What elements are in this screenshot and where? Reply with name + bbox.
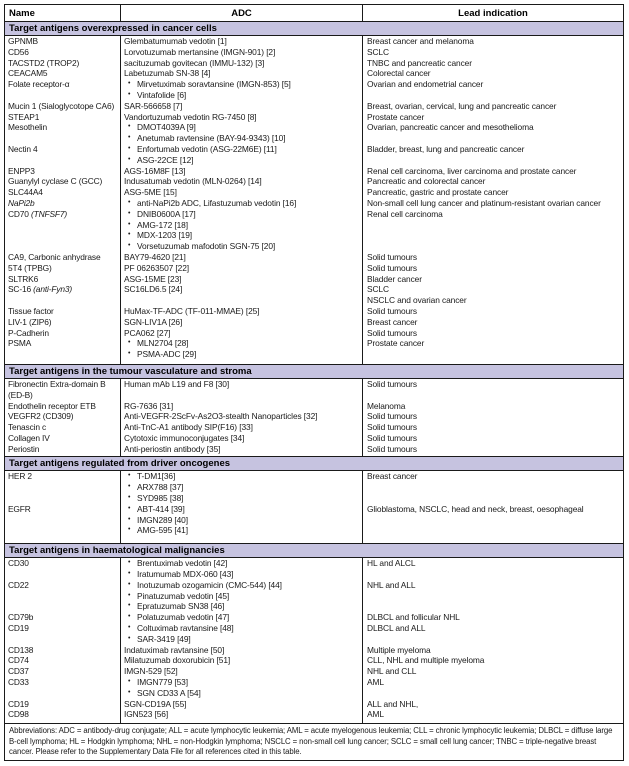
- name-cell: CD22: [8, 579, 29, 590]
- bullet-icon: •: [128, 494, 131, 502]
- name-cell: [5, 90, 120, 101]
- name-column: [5, 36, 120, 364]
- indication-cell: Breast, ovarian, cervical, lung and pancreatic cancer: [367, 100, 557, 111]
- indication-cell: [363, 220, 623, 231]
- adc-cell: • MLN2704 [28]: [128, 338, 189, 349]
- indication-column: [363, 36, 623, 364]
- adc-cell: • DMOT4039A [9]: [128, 122, 196, 133]
- name-cell: P-Cadherin: [8, 327, 49, 338]
- indication-cell: NSCLC and ovarian cancer: [367, 295, 467, 306]
- indication-cell: Prostate cancer: [367, 338, 425, 349]
- bullet-icon: •: [128, 80, 131, 88]
- adc-cell: • DNIB0600A [17]: [128, 208, 196, 219]
- bullet-icon: •: [128, 591, 131, 599]
- indication-cell: DLBCL and follicular NHL: [367, 612, 460, 623]
- indication-cell: Solid tumours: [367, 327, 417, 338]
- adc-cell: RG-7636 [31]: [124, 400, 174, 411]
- name-cell: Guanylyl cyclase C (GCC): [8, 176, 103, 187]
- adc-cell: [121, 390, 362, 401]
- indication-cell: AML: [367, 677, 384, 688]
- name-cell: [5, 133, 120, 144]
- name-cell: Periostin: [8, 443, 40, 454]
- adc-cell: • IMGN289 [40]: [128, 514, 188, 525]
- adc-cell: • PSMA-ADC [29]: [128, 349, 197, 360]
- adc-cell: • ASG-22CE [12]: [128, 154, 194, 165]
- bullet-icon: •: [128, 613, 131, 621]
- name-cell: [5, 241, 120, 252]
- indication-column: [363, 379, 623, 457]
- adc-cell: • ARX788 [37]: [128, 482, 184, 493]
- name-cell: CD98: [8, 709, 29, 720]
- name-cell: PSMA: [8, 338, 32, 349]
- bullet-icon: •: [128, 144, 131, 152]
- adc-cell: Lorvotuzumab mertansine (IMGN-901) [2]: [124, 46, 276, 57]
- name-cell: STEAP1: [8, 111, 40, 122]
- name-cell: CD56: [8, 46, 29, 57]
- adc-cell: Indusatumab vedotin (MLN-0264) [14]: [124, 176, 262, 187]
- adc-cell: Anti-periostin antibody [35]: [124, 443, 221, 454]
- name-cell: [5, 601, 120, 612]
- bullet-icon: •: [128, 570, 131, 578]
- name-cell: [5, 569, 120, 580]
- name-cell: CD74: [8, 655, 29, 666]
- indication-cell: [363, 525, 623, 536]
- adc-cell: PCA062 [27]: [124, 327, 171, 338]
- name-cell: CD19: [8, 623, 29, 634]
- indication-cell: [363, 569, 623, 580]
- name-cell: GPNMB: [8, 36, 38, 46]
- adc-cell: • Vorsetuzumab mafodotin SGN-75 [20]: [128, 241, 276, 252]
- table-header-row: [5, 5, 623, 21]
- name-cell: CEACAM5: [8, 68, 48, 79]
- indication-cell: Solid tumours: [367, 443, 417, 454]
- indication-cell: Solid tumours: [367, 251, 417, 262]
- adc-cell: SC16LD6.5 [24]: [124, 284, 183, 295]
- indication-cell: Multiple myeloma: [367, 644, 431, 655]
- adc-cell: IGN523 [56]: [124, 709, 169, 720]
- indication-cell: Breast cancer and melanoma: [367, 36, 474, 46]
- indication-cell: Prostate cancer: [367, 111, 425, 122]
- indication-cell: Breast cancer: [367, 316, 418, 327]
- section-header: Target antigens overexpressed in cancer cells: [5, 21, 623, 36]
- indication-cell: NHL and CLL: [367, 666, 417, 677]
- bullet-icon: •: [128, 559, 131, 567]
- bullet-icon: •: [128, 504, 131, 512]
- name-cell: [5, 482, 120, 493]
- adc-column: [120, 379, 363, 457]
- adc-cell: • Brentuximab vedotin [42]: [128, 558, 228, 569]
- adc-cell: • AMG-172 [18]: [128, 219, 188, 230]
- indication-cell: [363, 155, 623, 166]
- indication-cell: [363, 230, 623, 241]
- adc-cell: • Pinatuzumab vedotin [45]: [128, 590, 230, 601]
- indication-cell: [363, 591, 623, 602]
- adc-cell: • T-DM1[36]: [128, 471, 176, 482]
- adc-cell: ASG-15ME [23]: [124, 273, 182, 284]
- name-cell: Fibronectin Extra-domain B: [8, 378, 106, 389]
- bullet-icon: •: [128, 580, 131, 588]
- adc-column: [120, 558, 363, 723]
- name-cell: [5, 525, 120, 536]
- section-body: [5, 36, 623, 364]
- adc-cell: IMGN-529 [52]: [124, 666, 178, 677]
- name-cell: VEGFR2 (CD309): [8, 411, 74, 422]
- name-cell: HER 2: [8, 471, 32, 482]
- name-cell: Tissue factor: [8, 305, 54, 316]
- name-cell: [5, 688, 120, 699]
- name-cell: Mesothelin: [8, 122, 48, 133]
- adc-cell: • Coltuximab ravtansine [48]: [128, 623, 234, 634]
- indication-column: [363, 558, 623, 723]
- adc-cell: Milatuzumab doxorubicin [51]: [124, 655, 231, 666]
- column-header-name: Name: [9, 7, 35, 19]
- indication-cell: [363, 482, 623, 493]
- indication-cell: [363, 601, 623, 612]
- name-cell: SLTRK6: [8, 273, 39, 284]
- indication-cell: Ovarian, pancreatic cancer and mesothelioma: [367, 122, 534, 133]
- indication-cell: NHL and ALL: [367, 579, 416, 590]
- bullet-icon: •: [128, 602, 131, 610]
- name-cell: CD79b: [8, 612, 34, 623]
- indication-cell: Glioblastoma, NSCLC, head and neck, breast, oesophageal: [367, 503, 584, 514]
- name-cell: [5, 295, 120, 306]
- name-cell: [5, 634, 120, 645]
- adc-cell: • Inotuzumab ozogamicin (CMC-544) [44]: [128, 579, 282, 590]
- adc-cell: PF 06263507 [22]: [124, 262, 189, 273]
- indication-cell: Breast cancer: [367, 471, 418, 482]
- name-cell: [5, 591, 120, 602]
- section-header: Target antigens in haematological malignancies: [5, 543, 623, 558]
- name-cell: CD19: [8, 698, 29, 709]
- indication-cell: [363, 688, 623, 699]
- adc-cell: Human mAb L19 and F8 [30]: [124, 378, 230, 389]
- indication-cell: Renal cell carcinoma, liver carcinoma and prostate cancer: [367, 165, 577, 176]
- indication-cell: Renal cell carcinoma: [367, 208, 443, 219]
- bullet-icon: •: [128, 688, 131, 696]
- indication-cell: Colorectal cancer: [367, 68, 431, 79]
- bullet-icon: •: [128, 134, 131, 142]
- bullet-icon: •: [128, 472, 131, 480]
- bullet-icon: •: [128, 483, 131, 491]
- name-cell: Folate receptor-α: [8, 79, 70, 90]
- name-cell: CA9, Carbonic anhydrase: [8, 251, 101, 262]
- bullet-icon: •: [128, 678, 131, 686]
- name-cell: [5, 349, 120, 360]
- adc-cell: • SAR-3419 [49]: [128, 633, 191, 644]
- name-cell: CD138: [8, 644, 34, 655]
- name-cell: Tenascin c: [8, 422, 47, 433]
- indication-cell: Solid tumours: [367, 378, 417, 389]
- indication-cell: TNBC and pancreatic cancer: [367, 57, 472, 68]
- name-cell: [5, 493, 120, 504]
- adc-cell: ASG-5ME [15]: [124, 187, 177, 198]
- name-cell: [5, 155, 120, 166]
- indication-cell: Bladder, breast, lung and pancreatic cancer: [367, 143, 525, 154]
- adc-cell: • Mirvetuximab soravtansine (IMGN-853) [5]: [128, 79, 291, 90]
- name-cell: Collagen IV: [8, 432, 50, 443]
- section-body: [5, 471, 623, 543]
- indication-cell: Solid tumours: [367, 432, 417, 443]
- adc-cell: • Enfortumab vedotin (ASG-22M6E) [11]: [128, 143, 277, 154]
- name-cell: CD37: [8, 666, 29, 677]
- name-cell: NaPi2b: [8, 197, 35, 208]
- indication-cell: Bladder cancer: [367, 273, 422, 284]
- bullet-icon: •: [128, 624, 131, 632]
- name-column: [5, 558, 120, 723]
- name-cell: LIV-1 (ZIP6): [8, 316, 52, 327]
- indication-cell: Solid tumours: [367, 422, 417, 433]
- adc-cell: Glembatumumab vedotin [1]: [124, 36, 227, 46]
- indication-cell: SCLC: [367, 284, 389, 295]
- adc-target-antigen-table: [4, 4, 624, 761]
- indication-cell: [363, 390, 623, 401]
- name-cell: [5, 230, 120, 241]
- indication-cell: [363, 515, 623, 526]
- indication-cell: Pancreatic and colorectal cancer: [367, 176, 486, 187]
- indication-cell: CLL, NHL and multiple myeloma: [367, 655, 485, 666]
- bullet-icon: •: [128, 198, 131, 206]
- table-body: [5, 21, 623, 723]
- indication-cell: AML: [367, 709, 384, 720]
- adc-cell: Labetuzumab SN-38 [4]: [124, 68, 211, 79]
- name-cell: ENPP3: [8, 165, 35, 176]
- bullet-icon: •: [128, 231, 131, 239]
- bullet-icon: •: [128, 123, 131, 131]
- indication-cell: ALL and NHL,: [367, 698, 419, 709]
- name-cell: [5, 220, 120, 231]
- adc-cell: [121, 295, 362, 306]
- bullet-icon: •: [128, 339, 131, 347]
- adc-cell: sacituzumab govitecan (IMMU-132) [3]: [124, 57, 265, 68]
- adc-cell: AGS-16M8F [13]: [124, 165, 186, 176]
- indication-cell: Pancreatic, gastric and prostate cancer: [367, 187, 509, 198]
- adc-cell: • Iratumumab MDX-060 [43]: [128, 569, 234, 580]
- indication-cell: [363, 90, 623, 101]
- name-cell: (ED-B): [8, 389, 33, 400]
- name-cell: 5T4 (TPBG): [8, 262, 52, 273]
- bullet-icon: •: [128, 220, 131, 228]
- name-cell: CD33: [8, 677, 29, 688]
- name-cell: Endothelin receptor ETB: [8, 400, 96, 411]
- abbreviations-footnote: Abbreviations: ADC = antibody-drug conjugate; ALL = acute lymphocytic leukemia; AML = acute myelogenous leukemia; CLL = chronic lymphocytic leukemia; DLBCL = diffuse large B-cell lymphoma; HL = Hodgkin lymphoma; NHL = non-Hodgkin lymphoma; NSCLC = non-small cell lung cancer; SCLC = small cell lung cancer; TNBC = triple-negative breast cancer. Please refer to the Supplementary Data File for all references cited in this table.: [5, 723, 623, 760]
- bullet-icon: •: [128, 350, 131, 358]
- name-cell: TACSTD2 (TROP2): [8, 57, 80, 68]
- indication-cell: Solid tumours: [367, 262, 417, 273]
- indication-cell: HL and ALCL: [367, 558, 416, 569]
- column-header-lead-indication: Lead indication: [458, 7, 528, 19]
- adc-cell: • ABT-414 [39]: [128, 503, 185, 514]
- adc-cell: • MDX-1203 [19]: [128, 230, 193, 241]
- indication-cell: [363, 241, 623, 252]
- indication-cell: Solid tumours: [367, 305, 417, 316]
- adc-cell: • Epratuzumab SN38 [46]: [128, 601, 225, 612]
- bullet-icon: •: [128, 209, 131, 217]
- name-column: [5, 379, 120, 457]
- indication-cell: SCLC: [367, 46, 389, 57]
- adc-cell: SAR-566658 [7]: [124, 100, 183, 111]
- adc-cell: BAY79-4620 [21]: [124, 251, 186, 262]
- name-cell: Mucin 1 (Sialoglycotope CA6): [8, 100, 115, 111]
- adc-cell: • Vintafolide [6]: [128, 89, 187, 100]
- column-header-adc: ADC: [120, 5, 363, 21]
- indication-cell: Non-small cell lung cancer and platinum-resistant ovarian cancer: [367, 197, 601, 208]
- adc-column: [120, 471, 363, 543]
- name-cell: CD30: [8, 558, 29, 569]
- adc-cell: • AMG-595 [41]: [128, 525, 188, 536]
- indication-cell: [363, 349, 623, 360]
- indication-cell: Ovarian and endometrial cancer: [367, 79, 484, 90]
- name-cell: SLC44A4: [8, 187, 43, 198]
- name-cell: [5, 515, 120, 526]
- adc-cell: Indatuximab ravtansine [50]: [124, 644, 225, 655]
- indication-cell: Melanoma: [367, 400, 406, 411]
- adc-cell: SGN-CD19A [55]: [124, 698, 187, 709]
- section-body: [5, 379, 623, 457]
- adc-cell: Anti-VEGFR-2ScFv-As2O3-stealth Nanoparticles [32]: [124, 411, 318, 422]
- section-body: [5, 558, 623, 723]
- indication-cell: [363, 133, 623, 144]
- bullet-icon: •: [128, 515, 131, 523]
- section-header: Target antigens in the tumour vasculature and stroma: [5, 364, 623, 379]
- bullet-icon: •: [128, 242, 131, 250]
- adc-cell: Anti-TnC-A1 antibody SIP(F16) [33]: [124, 422, 253, 433]
- bullet-icon: •: [128, 90, 131, 98]
- name-cell: EGFR: [8, 503, 31, 514]
- section-header: Target antigens regulated from driver oncogenes: [5, 456, 623, 471]
- adc-cell: • anti-NaPi2b ADC, Lifastuzumab vedotin [16]: [128, 197, 297, 208]
- indication-cell: [363, 493, 623, 504]
- name-column: [5, 471, 120, 543]
- adc-cell: • SGN CD33 A [54]: [128, 687, 201, 698]
- name-cell: Nectin 4: [8, 143, 38, 154]
- adc-cell: • SYD985 [38]: [128, 493, 184, 504]
- adc-cell: HuMax-TF-ADC (TF-011-MMAE) [25]: [124, 305, 260, 316]
- adc-cell: Vandortuzumab vedotin RG-7450 [8]: [124, 111, 257, 122]
- indication-cell: Solid tumours: [367, 411, 417, 422]
- indication-cell: [363, 634, 623, 645]
- adc-cell: Cytotoxic immunoconjugates [34]: [124, 432, 245, 443]
- bullet-icon: •: [128, 634, 131, 642]
- adc-cell: • Anetumab ravtensine (BAY-94-9343) [10]: [128, 133, 286, 144]
- bullet-icon: •: [128, 155, 131, 163]
- indication-column: [363, 471, 623, 543]
- indication-cell: DLBCL and ALL: [367, 623, 426, 634]
- name-cell: CD70 (TNFSF7): [8, 208, 68, 219]
- adc-cell: • IMGN779 [53]: [128, 677, 188, 688]
- adc-cell: SGN-LIV1A [26]: [124, 316, 183, 327]
- adc-cell: • Polatuzumab vedotin [47]: [128, 612, 230, 623]
- bullet-icon: •: [128, 526, 131, 534]
- name-cell: SC-16 (anti-Fyn3): [8, 284, 73, 295]
- adc-column: [120, 36, 363, 364]
